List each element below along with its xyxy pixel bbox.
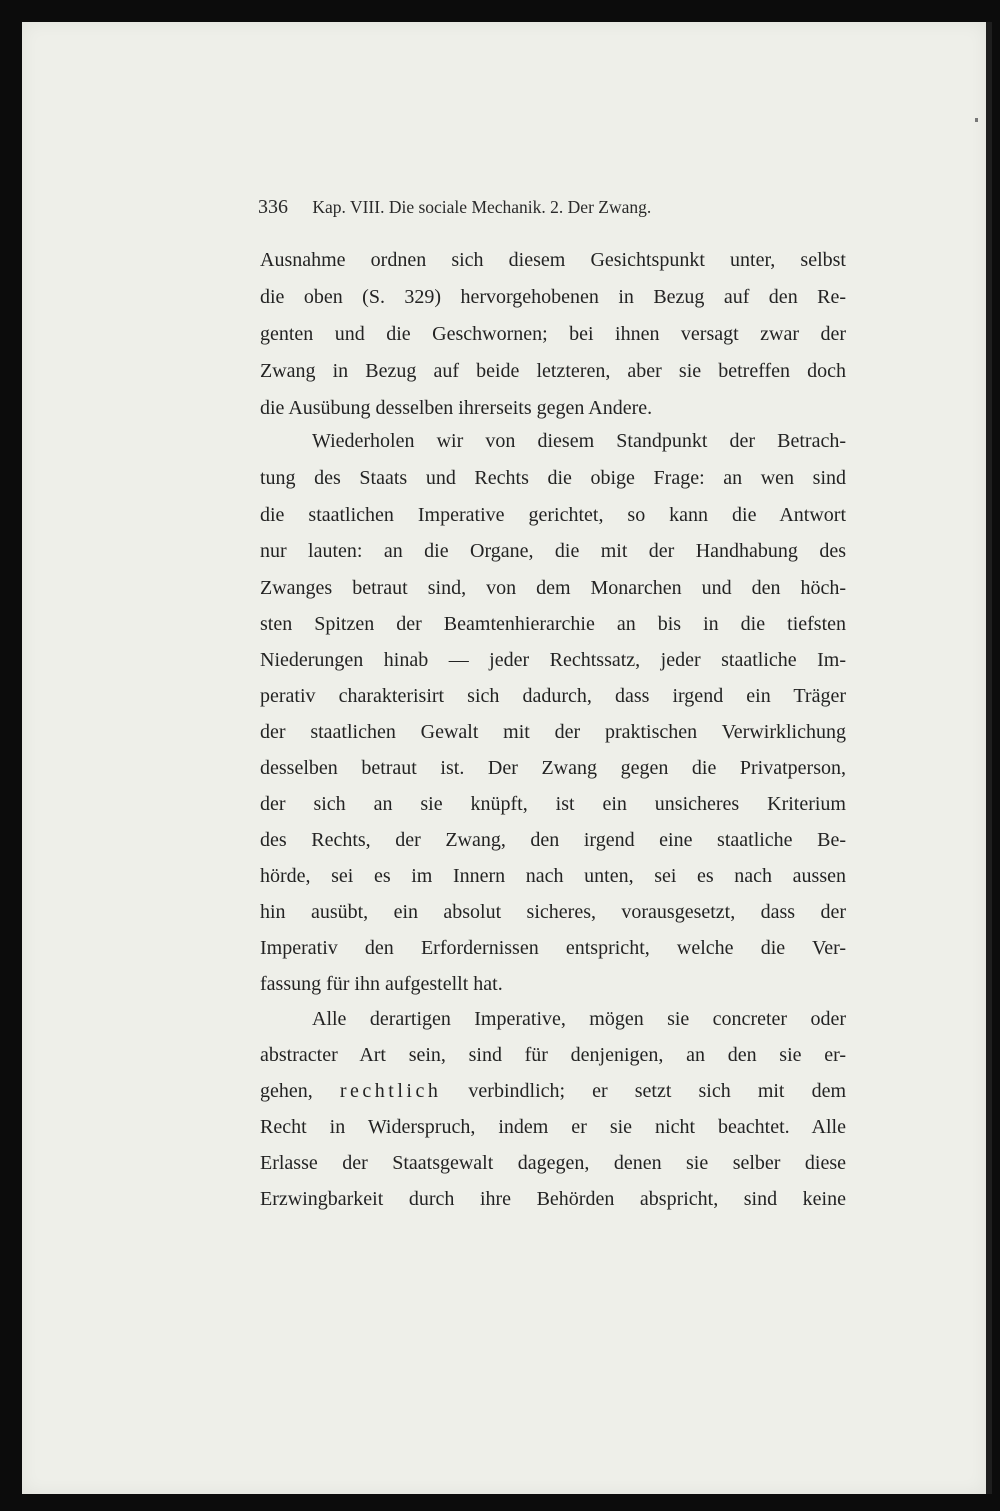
text-line: Alle derartigen Imperative, mögen sie concreter oder [312,1008,846,1030]
text-line: Erlasse der Staatsgewalt dagegen, denen sie selber diese [260,1152,846,1174]
edge-mark [975,118,978,122]
text-line: die Ausübung desselben ihrerseits gegen Andere. [260,397,653,419]
text-line: Imperativ den Erfordernissen entspricht, welche die Ver- [260,937,846,959]
text-line: fassung für ihn aufgestellt hat. [260,973,503,995]
text-line: die staatlichen Imperative gerichtet, so kann die Antwort [260,504,846,526]
text-fragment: verbindlich; er setzt sich mit dem [468,1080,847,1102]
text-line: desselben betraut ist. Der Zwang gegen die Privatperson, [260,757,846,779]
text-line: nur lauten: an die Organe, die mit der Handhabung des [260,540,846,562]
text-fragment: gehen, [260,1080,313,1102]
text-line: die oben (S. 329) hervorgehobenen in Bezug auf den Re- [260,286,846,308]
text-line: Niederungen hinab — jeder Rechtssatz, jeder staatliche Im- [260,649,846,671]
text-line: genten und die Geschwornen; bei ihnen versagt zwar der [260,323,846,345]
text-line: der sich an sie knüpft, ist ein unsicheres Kriterium [260,793,846,815]
text-line: perativ charakterisirt sich dadurch, dass irgend ein Träger [260,685,846,707]
text-line [260,1073,846,1109]
running-title: Kap. VIII. Die sociale Mechanik. 2. Der Zwang. [312,197,652,217]
text-line: hörde, sei es im Innern nach unten, sei es nach aussen [260,865,846,887]
text-line: des Rechts, der Zwang, den irgend eine staatliche Be- [260,829,846,851]
text-line: tung des Staats und Rechts die obige Frage: an wen sind [260,467,846,489]
page-edge-shadow [986,22,992,1494]
text-line: hin ausübt, ein absolut sicheres, vorausgesetzt, dass der [260,901,846,923]
text-line: Ausnahme ordnen sich diesem Gesichtspunkt unter, selbst [260,249,846,271]
text-line: Zwanges betraut sind, von dem Monarchen und den höch- [260,577,846,599]
text-line: der staatlichen Gewalt mit der praktischen Verwirklichung [260,721,846,743]
text-line: Erzwingbarkeit durch ihre Behörden abspricht, sind keine [260,1188,846,1210]
page-number: 336 [258,196,288,218]
running-head [258,196,758,226]
text-line: Zwang in Bezug auf beide letzteren, aber sie betreffen doch [260,360,846,382]
text-line: abstracter Art sein, sind für denjenigen, an den sie er- [260,1044,846,1066]
text-line: Recht in Widerspruch, indem er sie nicht beachtet. Alle [260,1116,846,1138]
text-line: Wiederholen wir von diesem Standpunkt der Betrach- [312,430,846,452]
text-line: sten Spitzen der Beamtenhierarchie an bis in die tiefsten [260,613,846,635]
emphasized-word: rechtlich [339,1080,442,1102]
